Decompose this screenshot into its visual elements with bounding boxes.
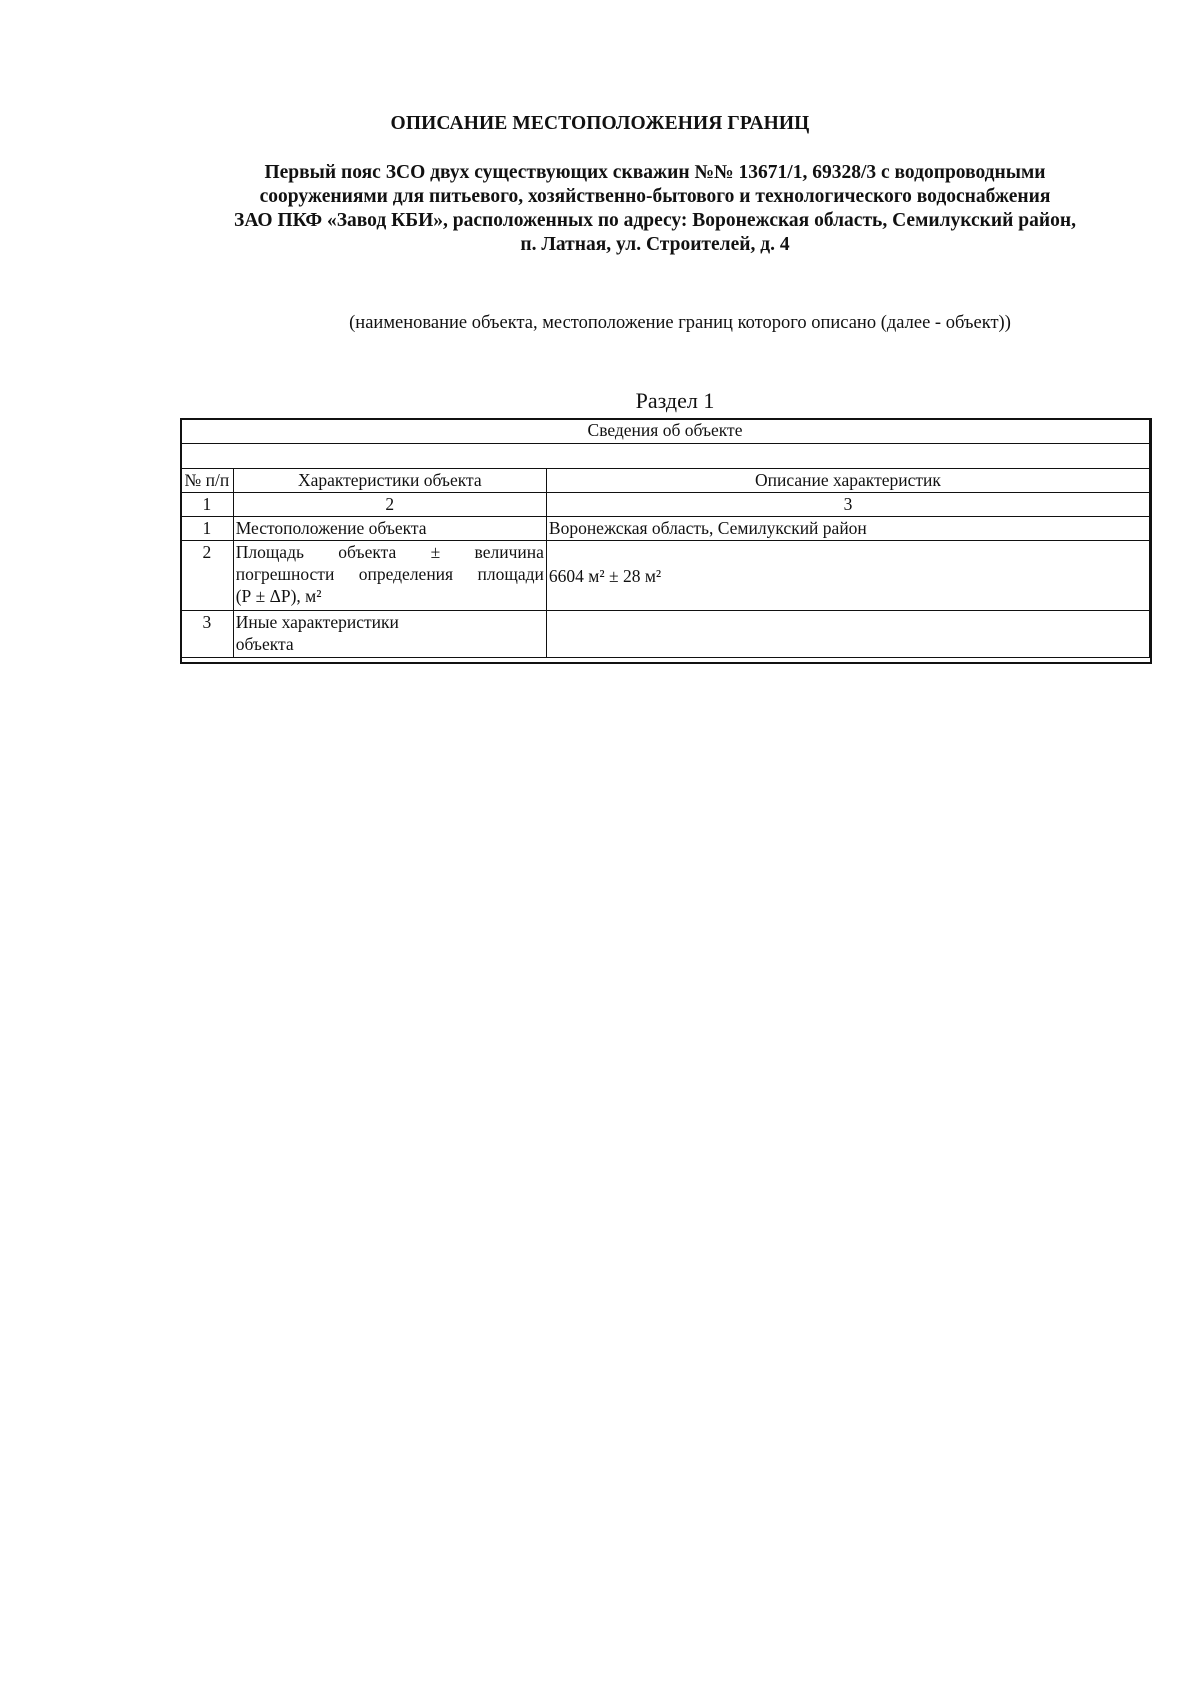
section-heading: Раздел 1	[635, 388, 715, 413]
table-row	[181, 517, 1150, 541]
table-column-number-row	[181, 493, 1150, 517]
column-number-3: 3	[546, 493, 1149, 517]
document-title: ОПИСАНИЕ МЕСТОПОЛОЖЕНИЯ ГРАНИЦ	[390, 113, 810, 134]
header-description: Описание характеристик	[546, 469, 1149, 493]
table-spacer-cell	[181, 444, 1150, 469]
subtitle-line-1: Первый пояс ЗСО двух существующих скважин №№ 13671/1, 69328/3 с водопроводными	[264, 162, 1046, 183]
table-header-row	[181, 469, 1150, 493]
row-description: Воронежская область, Семилукский район	[546, 517, 1149, 541]
row-description: 6604 м² ± 28 м²	[546, 541, 1149, 611]
row-characteristic	[233, 611, 546, 658]
table-row	[181, 611, 1150, 658]
row-num: 3	[181, 611, 234, 658]
row-description	[546, 611, 1149, 658]
column-number-2: 2	[233, 493, 546, 517]
row-num: 2	[181, 541, 234, 611]
table-title: Сведения об объекте	[181, 419, 1150, 444]
subtitle-line-3: ЗАО ПКФ «Завод КБИ», расположенных по адресу: Воронежская область, Семилукский район,	[234, 210, 1076, 231]
table-row	[181, 541, 1150, 611]
row-characteristic	[233, 541, 546, 611]
row-characteristic-line: (Р ± ΔР), м²	[235, 586, 322, 606]
header-characteristic: Характеристики объекта	[233, 469, 546, 493]
document-subtitle	[160, 161, 1150, 257]
table-title-row	[181, 419, 1150, 444]
subtitle-line-2: сооружениями для питьевого, хозяйственно-бытового и технологического водоснабжения	[259, 186, 1051, 207]
row-characteristic-line: Иные характеристики	[235, 612, 399, 632]
row-characteristic-line: Площадь объекта ± величина	[235, 542, 544, 562]
row-characteristic-line: погрешности определения площади	[235, 564, 544, 584]
row-characteristic-line: объекта	[235, 634, 294, 654]
column-number-1: 1	[181, 493, 234, 517]
subtitle-line-4: п. Латная, ул. Строителей, д. 4	[520, 234, 790, 255]
row-num: 1	[181, 517, 234, 541]
object-info-table	[180, 418, 1150, 658]
header-num: № п/п	[181, 469, 234, 493]
object-caption: (наименование объекта, местоположение границ которого описано (далее - объект))	[349, 313, 1011, 333]
table-spacer-row	[181, 444, 1150, 469]
row-characteristic: Местоположение объекта	[233, 517, 546, 541]
